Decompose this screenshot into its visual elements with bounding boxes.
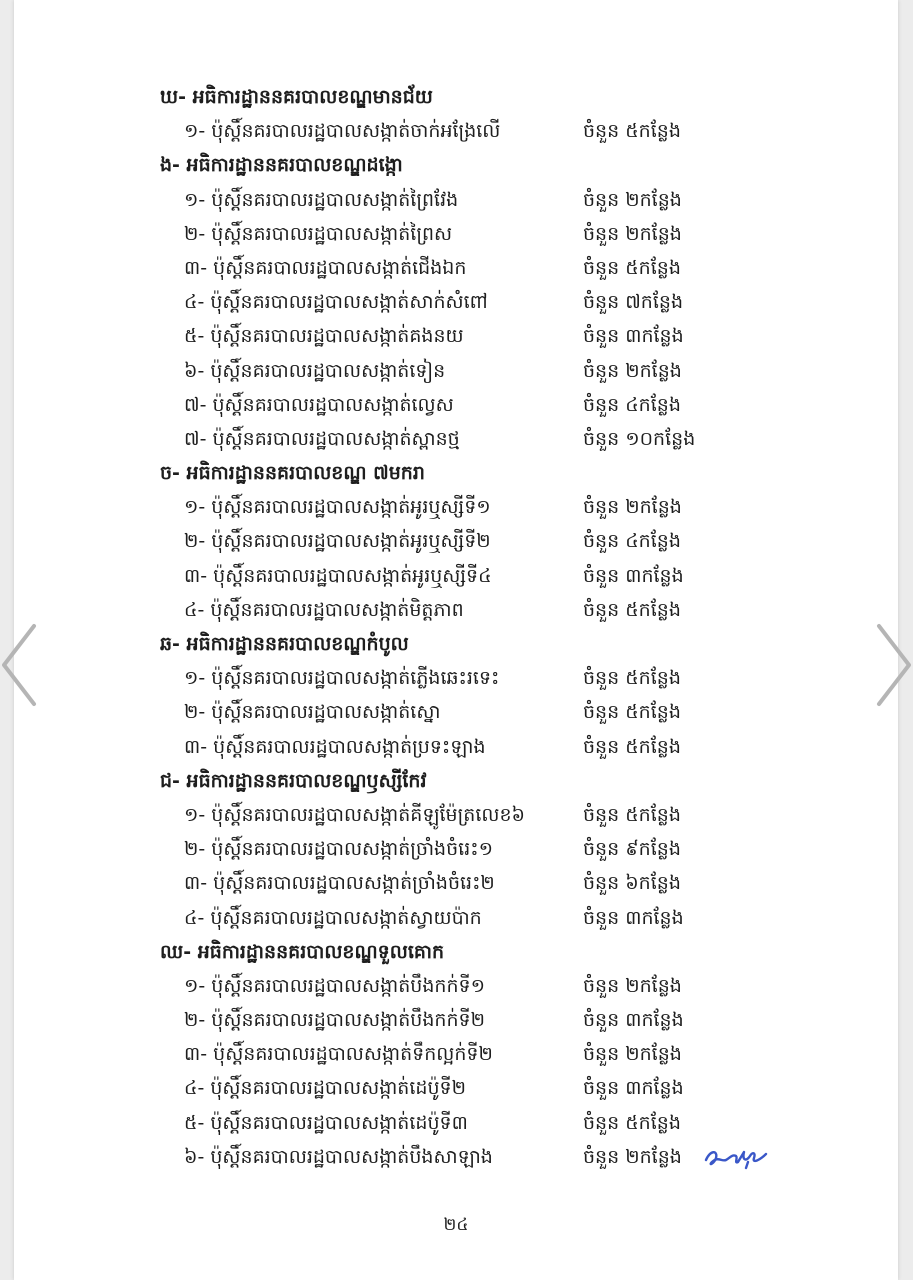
item-number: ៦- (184, 359, 205, 382)
list-item (160, 114, 820, 148)
list-item (160, 1037, 820, 1071)
item-name: ប៉ុស្តិ៍នគរបាលរដ្ឋបាលសង្កាត់ព្រៃវែង (211, 188, 459, 211)
section-heading: ង- អធិការដ្ឋាននគរបាលខណ្ឌដង្កោ (160, 154, 403, 177)
item-count: ចំនួន ៥កន្លែង (583, 667, 681, 690)
section-heading: ឈ- អធិការដ្ឋាននគរបាលខណ្ឌទួលគោក (160, 940, 445, 963)
list-item (160, 661, 820, 695)
item-count: ចំនួន ២កន្លែង (583, 1043, 682, 1066)
list-item (160, 730, 820, 764)
item-count: ចំនួន ៥កន្លែង (583, 803, 681, 826)
previous-page-arrow-icon[interactable] (0, 620, 40, 710)
item-count: ចំនួន ៣កន្លែង (583, 1009, 684, 1032)
item-name: ប៉ុស្តិ៍នគរបាលរដ្ឋបាលសង្កាត់ដេប៉ូទី៣ (210, 1111, 468, 1134)
list-item (160, 1106, 820, 1140)
item-number: ៦- (184, 1145, 205, 1168)
item-count: ចំនួន ៧កន្លែង (583, 291, 684, 314)
item-count: ចំនួន ៩កន្លែង (583, 838, 681, 861)
list-item (160, 901, 820, 935)
item-count: ចំនួន ២កន្លែង (583, 496, 682, 519)
item-count: ចំនួន ២កន្លែង (583, 222, 682, 245)
item-count: ចំនួន ៥កន្លែង (583, 120, 681, 143)
item-name: ប៉ុស្តិ៍នគរបាលរដ្ឋបាលសង្កាត់ទៀន (210, 359, 446, 382)
item-count: ចំនួន ២កន្លែង (583, 974, 682, 997)
item-name: ប៉ុស្តិ៍នគរបាលរដ្ឋបាលសង្កាត់មិត្តភាព (210, 598, 464, 621)
item-number: ៥- (184, 325, 205, 348)
section-heading: ឃ- អធិការដ្ឋាននគរបាលខណ្ឌមានជ័យ (160, 86, 433, 108)
item-name: ប៉ុស្តិ៍នគរបាលរដ្ឋបាលសង្កាត់ច្រាំងចំរេះ២ (213, 872, 495, 895)
signature-icon (702, 1140, 774, 1174)
item-number: ៣- (184, 564, 208, 587)
item-count: ចំនួន ៥កន្លែង (583, 598, 681, 621)
list-item (160, 798, 820, 832)
item-name: ប៉ុស្តិ៍នគរបាលរដ្ឋបាលសង្កាត់ដេប៉ូទី២ (210, 1077, 466, 1100)
page-number: ២៤ (443, 1215, 469, 1235)
list-item (160, 217, 820, 251)
document-body (160, 80, 820, 1174)
section-heading: ច- អធិការដ្ឋាននគរបាលខណ្ឌ ៧មករា (160, 462, 425, 485)
item-number: ២- (184, 1009, 206, 1032)
item-number: ២- (184, 222, 206, 245)
item-name: ប៉ុស្តិ៍នគរបាលរដ្ឋបាលសង្កាត់អូរឬស្សីទី១ (211, 496, 491, 519)
item-number: ៧- (184, 427, 207, 450)
item-name: ប៉ុស្តិ៍នគរបាលរដ្ឋបាលសង្កាត់ជើងឯក (213, 256, 467, 279)
list-item (160, 559, 820, 593)
list-item (160, 285, 820, 319)
item-number: ៥- (184, 1111, 205, 1134)
item-name: ប៉ុស្តិ៍នគរបាលរដ្ឋបាលសង្កាត់ច្រាំងចំរេះ១ (211, 838, 493, 861)
item-name: ប៉ុស្តិ៍នគរបាលរដ្ឋបាលសង្កាត់ទឹកល្អក់ទី២ (213, 1043, 493, 1066)
list-item (160, 695, 820, 729)
section-heading: ជ- អធិការដ្ឋាននគរបាលខណ្ឌឫស្សីកែវ (160, 769, 427, 792)
item-name: ប៉ុស្តិ៍នគរបាលរដ្ឋបាលសង្កាត់ព្រៃស (211, 222, 453, 245)
item-number: ១- (184, 120, 206, 143)
item-number: ១- (184, 803, 206, 826)
item-count: ចំនួន ៥កន្លែង (583, 735, 681, 758)
item-name: ប៉ុស្តិ៍នគរបាលរដ្ឋបាលសង្កាត់បឹងកក់ទី១ (211, 974, 485, 997)
item-number: ២- (184, 530, 206, 553)
item-number: ៧- (184, 393, 207, 416)
item-count: ចំនួន ៥កន្លែង (583, 701, 681, 724)
item-count: ចំនួន ២កន្លែង (583, 359, 682, 382)
item-number: ១- (184, 496, 206, 519)
next-page-arrow-icon[interactable] (873, 620, 913, 710)
item-number: ៤- (184, 1077, 205, 1100)
item-count: ចំនួន ១០កន្លែង (583, 427, 696, 450)
item-number: ៣- (184, 735, 208, 758)
list-item (160, 183, 820, 217)
item-name: ប៉ុស្តិ៍នគរបាលរដ្ឋបាលសង្កាត់ប្រទះឡាង (213, 735, 486, 758)
list-item (160, 524, 820, 558)
item-number: ២- (184, 838, 206, 861)
section-heading: ឆ- អធិការដ្ឋាននគរបាលខណ្ឌកំបូល (160, 633, 409, 655)
item-count: ចំនួន ៤កន្លែង (583, 530, 681, 553)
list-item (160, 388, 820, 422)
item-count: ចំនួន ៥កន្លែង (583, 256, 681, 279)
list-item (160, 354, 820, 388)
item-count: ចំនួន ៣កន្លែង (583, 564, 684, 587)
item-count: ចំនួន ៥កន្លែង (583, 1111, 681, 1134)
item-number: ៣- (184, 256, 208, 279)
document-page (14, 0, 898, 1280)
item-number: ៤- (184, 906, 205, 929)
item-count: ចំនួន ២កន្លែង (583, 1145, 682, 1168)
item-count: ចំនួន ៣កន្លែង (583, 1077, 684, 1100)
item-name: ប៉ុស្តិ៍នគរបាលរដ្ឋបាលសង្កាត់ស្ពានថ្ម (212, 427, 460, 450)
item-count: ចំនួន ៤កន្លែង (583, 393, 681, 416)
item-number: ១- (184, 974, 206, 997)
item-number: ៤- (184, 598, 205, 621)
item-number: ៣- (184, 1043, 208, 1066)
list-item (160, 422, 820, 456)
item-name: ប៉ុស្តិ៍នគរបាលរដ្ឋបាលសង្កាត់អូរឬស្សីទី២ (211, 530, 491, 553)
list-item (160, 866, 820, 900)
list-item (160, 593, 820, 627)
item-number: ៤- (184, 291, 205, 314)
item-name: ប៉ុស្តិ៍នគរបាលរដ្ឋបាលសង្កាត់គងនយ (210, 325, 464, 348)
item-name: ប៉ុស្តិ៍នគរបាលរដ្ឋបាលសង្កាត់ល្វេស (212, 393, 454, 416)
list-item (160, 1140, 820, 1174)
item-name: ប៉ុស្តិ៍នគរបាលរដ្ឋបាលសង្កាត់ចាក់អង្រែលើ (211, 120, 501, 143)
item-name: ប៉ុស្តិ៍នគរបាលរដ្ឋបាលសង្កាត់ភ្លើងឆេះរទេះ (211, 667, 500, 690)
item-count: ចំនួន ៣កន្លែង (583, 325, 684, 348)
item-number: ១- (184, 667, 206, 690)
item-name: ប៉ុស្តិ៍នគរបាលរដ្ឋបាលសង្កាត់បឹងកក់ទី២ (211, 1009, 485, 1032)
item-number: ២- (184, 701, 206, 724)
item-name: ប៉ុស្តិ៍នគរបាលរដ្ឋបាលសង្កាត់គីឡូម៉ែត្រលេខ៦ (211, 803, 525, 826)
item-number: ១- (184, 188, 206, 211)
list-item (160, 490, 820, 524)
item-name: ប៉ុស្តិ៍នគរបាលរដ្ឋបាលសង្កាត់បឹងសាឡាង (210, 1145, 493, 1168)
item-count: ចំនួន ៦កន្លែង (583, 872, 681, 895)
item-number: ៣- (184, 872, 208, 895)
item-count: ចំនួន ៣កន្លែង (583, 906, 684, 929)
list-item (160, 1003, 820, 1037)
list-item (160, 969, 820, 1003)
list-item (160, 832, 820, 866)
item-name: ប៉ុស្តិ៍នគរបាលរដ្ឋបាលសង្កាត់អូរឬស្សីទី៤ (213, 564, 492, 587)
list-item (160, 319, 820, 353)
item-name: ប៉ុស្តិ៍នគរបាលរដ្ឋបាលសង្កាត់សាក់សំពៅ (210, 291, 488, 314)
list-item (160, 1071, 820, 1105)
item-count: ចំនួន ២កន្លែង (583, 188, 682, 211)
list-item (160, 251, 820, 285)
item-name: ប៉ុស្តិ៍នគរបាលរដ្ឋបាលសង្កាត់ស្នោ (211, 701, 441, 724)
item-name: ប៉ុស្តិ៍នគរបាលរដ្ឋបាលសង្កាត់ស្វាយប៉ាក (210, 906, 482, 929)
